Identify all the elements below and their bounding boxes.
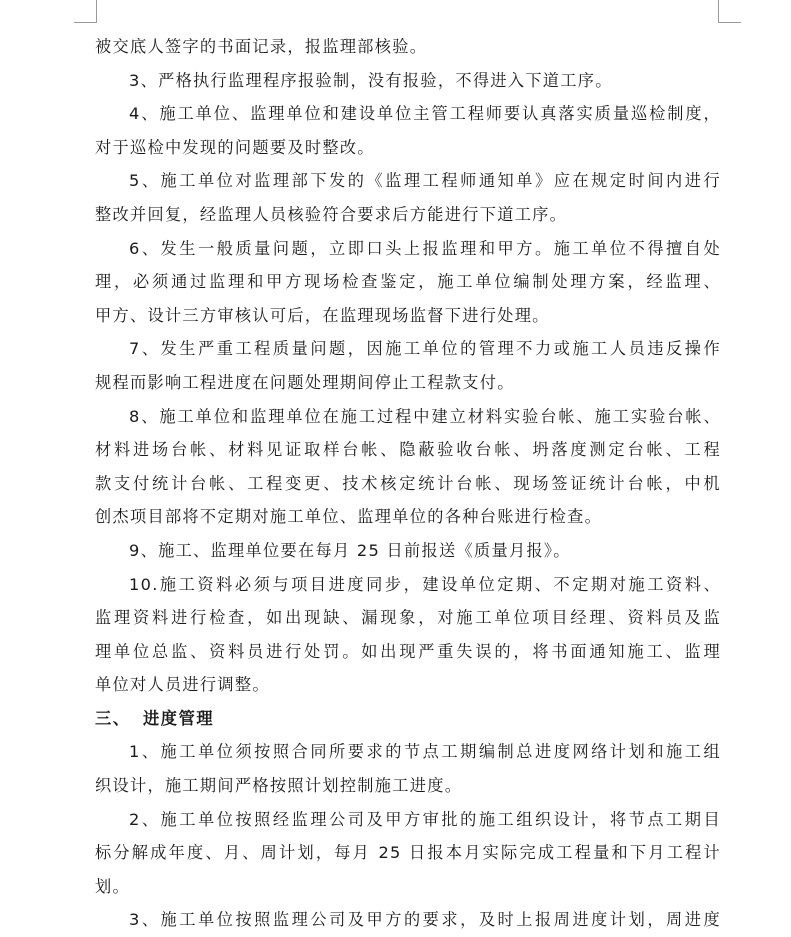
paragraph-line: 4、施工单位、监理单位和建设单位主管工程师要认真落实质量巡检制度， [129, 104, 721, 124]
paragraph-line: 对于巡检中发现的问题要及时整改。 [95, 137, 375, 157]
crop-mark-top-right [718, 0, 741, 23]
paragraph-line: 创杰项目部将不定期对施工单位、监理单位的各种台账进行检查。 [95, 507, 603, 527]
paragraph-line: 6、发生一般质量问题，立即口头上报监理和甲方。施工单位不得擅自处 [129, 238, 721, 258]
paragraph-line: 款支付统计台帐、工程变更、技术核定统计台帐、现场签证统计台帐，中机 [95, 473, 721, 493]
paragraph-item-10 [95, 568, 721, 702]
section-paragraph-1 [95, 735, 721, 802]
paragraph-item-8 [95, 400, 721, 534]
paragraph-item-9 [95, 534, 721, 568]
paragraph-line: 3、施工单位按照监理公司及甲方的要求，及时上报周进度计划，周进度 [129, 910, 721, 930]
paragraph-line: 织设计，施工期间严格按照计划控制施工进度。 [95, 776, 463, 796]
paragraph-line: 理，必须通过监理和甲方现场检查鉴定，施工单位编制处理方案，经监理、 [95, 272, 721, 292]
section-title: 进度管理 [143, 708, 215, 728]
paragraph-line: 1、施工单位须按照合同所要求的节点工期编制总进度网络计划和施工组 [129, 742, 721, 762]
crop-mark-top-left [74, 0, 97, 23]
paragraph-item-5 [95, 164, 721, 231]
paragraph-item-4 [95, 97, 721, 164]
paragraph-line: 标分解成年度、月、周计划，每月 25 日报本月实际完成工程量和下月工程计 [95, 843, 721, 863]
paragraph-line: 理单位总监、资料员进行处罚。如出现严重失误的，将书面通知施工、监理 [95, 641, 721, 661]
paragraph-line: 2、施工单位按照经监理公司及甲方审批的施工组织设计，将节点工期目 [129, 809, 721, 829]
paragraph-line: 8、施工单位和监理单位在施工过程中建立材料实验台帐、施工实验台帐、 [129, 406, 721, 426]
paragraph-line: 监理资料进行检查，如出现缺、漏现象，对施工单位项目经理、资料员及监 [95, 608, 721, 628]
document-body [95, 30, 721, 937]
paragraph-line: 被交底人签字的书面记录，报监理部核验。 [95, 37, 428, 56]
paragraph-line: 整改并回复，经监理人员核验符合要求后方能进行下道工序。 [95, 204, 568, 224]
paragraph-line: 规程而影响工程进度在问题处理期间停止工程款支付。 [95, 372, 515, 392]
paragraph-item-7 [95, 332, 721, 399]
paragraph-line: 划。 [95, 876, 130, 896]
paragraph-item-6 [95, 232, 721, 333]
paragraph-line: 5、施工单位对监理部下发的《监理工程师通知单》应在规定时间内进行 [129, 171, 721, 191]
paragraph-line: 甲方、设计三方审核认可后，在监理现场监督下进行处理。 [95, 305, 550, 325]
section-paragraph-2 [95, 803, 721, 904]
paragraph-line: 10.施工资料必须与项目进度同步，建设单位定期、不定期对施工资料、 [129, 574, 721, 594]
section-heading [95, 702, 721, 736]
paragraph-continuation [95, 30, 721, 64]
section-number: 三、 [95, 708, 131, 728]
paragraph-line: 材料进场台帐、材料见证取样台帐、隐蔽验收台帐、坍落度测定台帐、工程 [95, 440, 721, 460]
paragraph-line: 9、施工、监理单位要在每月 25 日前报送《质量月报》。 [129, 540, 571, 560]
paragraph-line: 3、严格执行监理程序报验制，没有报验，不得进入下道工序。 [129, 70, 613, 90]
paragraph-item-3 [95, 64, 721, 98]
section-paragraph-3 [95, 903, 721, 937]
paragraph-line: 单位对人员进行调整。 [95, 675, 270, 695]
paragraph-line: 7、发生严重工程质量问题，因施工单位的管理不力或施工人员违反操作 [129, 339, 721, 359]
